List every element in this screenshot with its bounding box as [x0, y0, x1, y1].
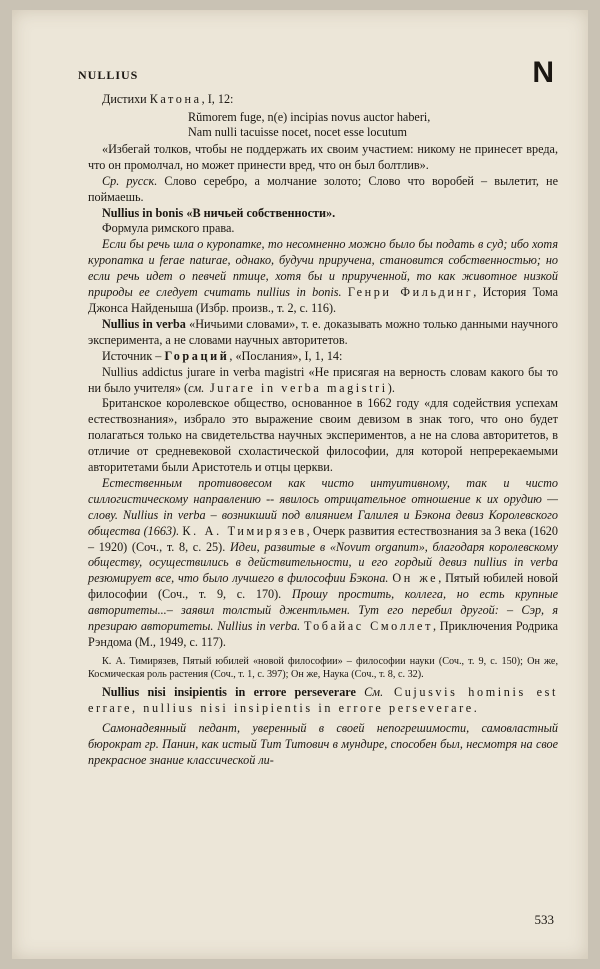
entry-intro: Дистихи Катона, I, 12: — [102, 92, 234, 106]
page-number: 533 — [534, 912, 554, 927]
citation: Самонадеянный педант, уверенный в своей непогрешимости, самовластный бюрократ гр. Панин, как истый Тит Титович в мундире, способен был, несмотря на свое прекрасное знание классической ли- — [88, 721, 558, 767]
dictionary-text — [88, 92, 558, 769]
cross-reference: Cujusvis hominis est errare, nullius nisi insipientis in errore perseverare. — [88, 685, 558, 716]
author-name: Генри Фильдинг — [347, 285, 474, 300]
running-head: NULLIUS — [78, 68, 139, 82]
latin-verse: Rŭmorem fuge, n(e) incipias novus auctor haberi, Nam nulli tacuisse nocet, nocet esse locutum — [188, 109, 431, 139]
page-header — [78, 56, 554, 96]
entry-headword: Nullius in bonis — [102, 205, 184, 220]
citation: Если бы речь шла о куропатке, то несомненно можно было бы подать в суд; ибо хотя куропатка и ferae naturae, однако, будучи приручена, становится собственностью; но если речь идет о певчей птице, хотя бы и прирученной, то как животное низкой природы ее следует считать nullius in bonis. Генри Фильдинг, История Тома Джонса Найденыша (Избр. произв., т. 2, с. 116). — [88, 237, 558, 315]
section-letter: N — [532, 56, 554, 89]
definition: Формула римского права. — [102, 221, 235, 236]
entry-nullius-in-verba: Nullius in verba «Ничьими словами», т. е. доказывать можно только данными научного эксперимента, а не словами научных авторитетов. — [88, 316, 558, 347]
author-name: Он же — [392, 571, 439, 586]
entry-nullius-nisi: Nullius nisi insipientis in errore perseverare См. Cujusvis hominis est errare, nullius nisi insipientis in errore perseverare. — [88, 685, 558, 716]
references: К. А. Тимирязев, Пятый юбилей «новой философии» – философии науки (Соч., т. 9, с. 150); Он же, Космическая роль растения (Соч., т. 1, с. 397); Он же, Наука (Соч., т. 8, с. 32). — [88, 655, 558, 681]
russian-parallel: Ср. русск. Слово серебро, а молчание золото; Слово что воробей – вылетит, не поймаешь. — [88, 173, 558, 204]
author-name: Тобайас Смоллет — [303, 619, 433, 634]
source-quote: Nullius addictus jurare in verba magistri «Не присягая на верность словам какого бы то ни было учителя» (см. Jurare in verba magistri). — [88, 364, 558, 395]
citation: Естественным противовесом как чисто интуитивному, так и чисто силлогистическому направлению -- явилось отрицательное отношение к их орудию — слову. Nullius in verba – возникший под влиянием Галилея и Бэкона девиз Королевского общества (1663). К. А. Тимирязев, Очерк развития естествознания за 3 века (1620 – 1920) (Соч., т. 8, с. 25). Идеи, развитые в «Novum organum», благодаря королевскому обществу, осуществились в действительности, и его гордый девиз nullius in verba резюмирует все, что было лучшего в философии Бэкона. Он же, Пятый юбилей новой философии (Соч., т. 9, с. 170). Прошу простить, коллега, но есть крупные авторитеты...– заявил толстый джентльмен. Тут его перебил другой: – Сэр, я презираю авторитеты. Nullius in verba. Тобайас Смоллет, Приключения Родрика Рэндома (М., 1949, с. 117). — [88, 475, 558, 649]
entry-headword: Nullius nisi insipientis in errore perseverare — [102, 685, 356, 700]
history-paragraph: Британское королевское общество, основанное в 1662 году «для содействия успехам естествознания», избрало это выражение своим девизом в знак того, что оно будет полагаться только на свидетельства научных экспериментов, а не на слова авторитетов, в отличие от средневековой схоластической философии, для которой непререкаемыми авторитетами были Аристотель и отцы церкви. — [88, 396, 558, 475]
author-name: Катона — [149, 92, 202, 106]
translation: «Избегай толков, чтобы не поддержать их своим участием: никому не принесет вреда, что он промолчал, но может принести вред, что он был болтлив». — [88, 141, 558, 172]
entry-nullius-in-bonis: Nullius in bonis «В ничьей собственности». — [102, 205, 336, 220]
cross-reference: Jurare in verba magistri — [204, 380, 388, 395]
author-name: Гораций — [164, 348, 230, 363]
author-name: К. А. Тимирязев — [182, 523, 307, 538]
entry-headword: Nullius in verba — [102, 316, 186, 331]
source-line: Источник – Гораций, «Послания», I, 1, 14: — [102, 348, 343, 363]
